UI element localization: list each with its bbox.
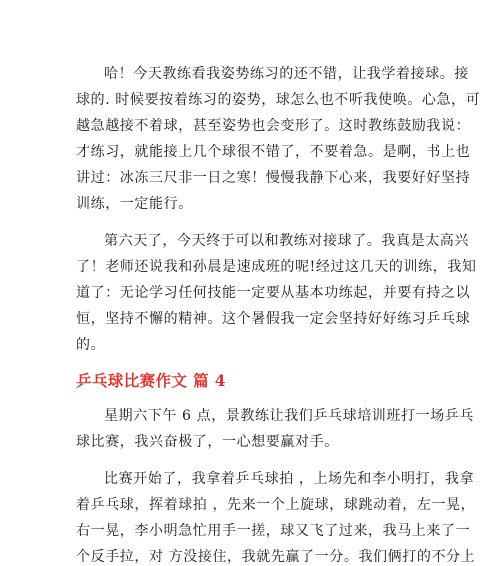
- paragraph-2-line-5: 的。: [76, 337, 106, 353]
- paragraph-1-line-4: 才练习，就能接上几个球很不错了，不要着急。是啊，书上也: [76, 144, 471, 160]
- paragraph-2-line-1: 第六天了，今天终于可以和教练对接球了。我真是太高兴: [104, 233, 469, 249]
- paragraph-4-line-3: 右一晃，李小明急忙用手一搓，球又飞了过来，我马上来了一: [76, 523, 471, 539]
- paragraph-1-line-6: 训练，一定能行。: [76, 196, 193, 212]
- section-heading: 乒乓球比赛作文 篇 4: [76, 371, 226, 390]
- paragraph-2-line-4: 恒，坚持不懈的精神。这个暑假我一定会坚持好好练习乒乓球: [76, 311, 471, 327]
- paragraph-3-line-1: 星期六下午 6 点，景教练让我们乒乓球培训班打一场乒乓: [104, 408, 475, 424]
- paragraph-1-line-1: 哈！今天教练看我姿势练习的还不错，让我学着接球。接: [104, 66, 469, 82]
- paragraph-1-line-3: 越急越接不着球，甚至姿势也会变形了。这时教练鼓励我说：: [76, 118, 471, 134]
- paragraph-4-line-4: 个反手拉，对 方没接住，我就先赢了一分。我们俩打的不分上: [76, 549, 476, 565]
- paragraph-1-line-5: 讲过：冰冻三尺非一日之寒！慢慢我静下心来，我要好好坚持: [76, 170, 471, 186]
- paragraph-4-line-1: 比赛开始了，我拿着乒乓球拍 ，上场先和李小明打，我拿: [104, 471, 475, 487]
- paragraph-4-line-2: 着乒乓球，挥着球拍 ，先来一个上旋球，球跳动着，左一晃，: [76, 497, 476, 513]
- paragraph-3-line-2: 球比赛，我兴奋极了，一心想要赢对手。: [76, 434, 339, 450]
- paragraph-2-line-2: 了！老师还说我和孙晨是速成班的呢!经过这几天的训练，我知: [76, 259, 477, 275]
- paragraph-2-line-3: 道了：无论学习任何技能一定要从基本功练起，并要有持之以: [76, 285, 471, 301]
- paragraph-1-line-2: 球的. 时候要按着练习的姿势，球怎么也不听我使唤。心急，可: [76, 92, 481, 108]
